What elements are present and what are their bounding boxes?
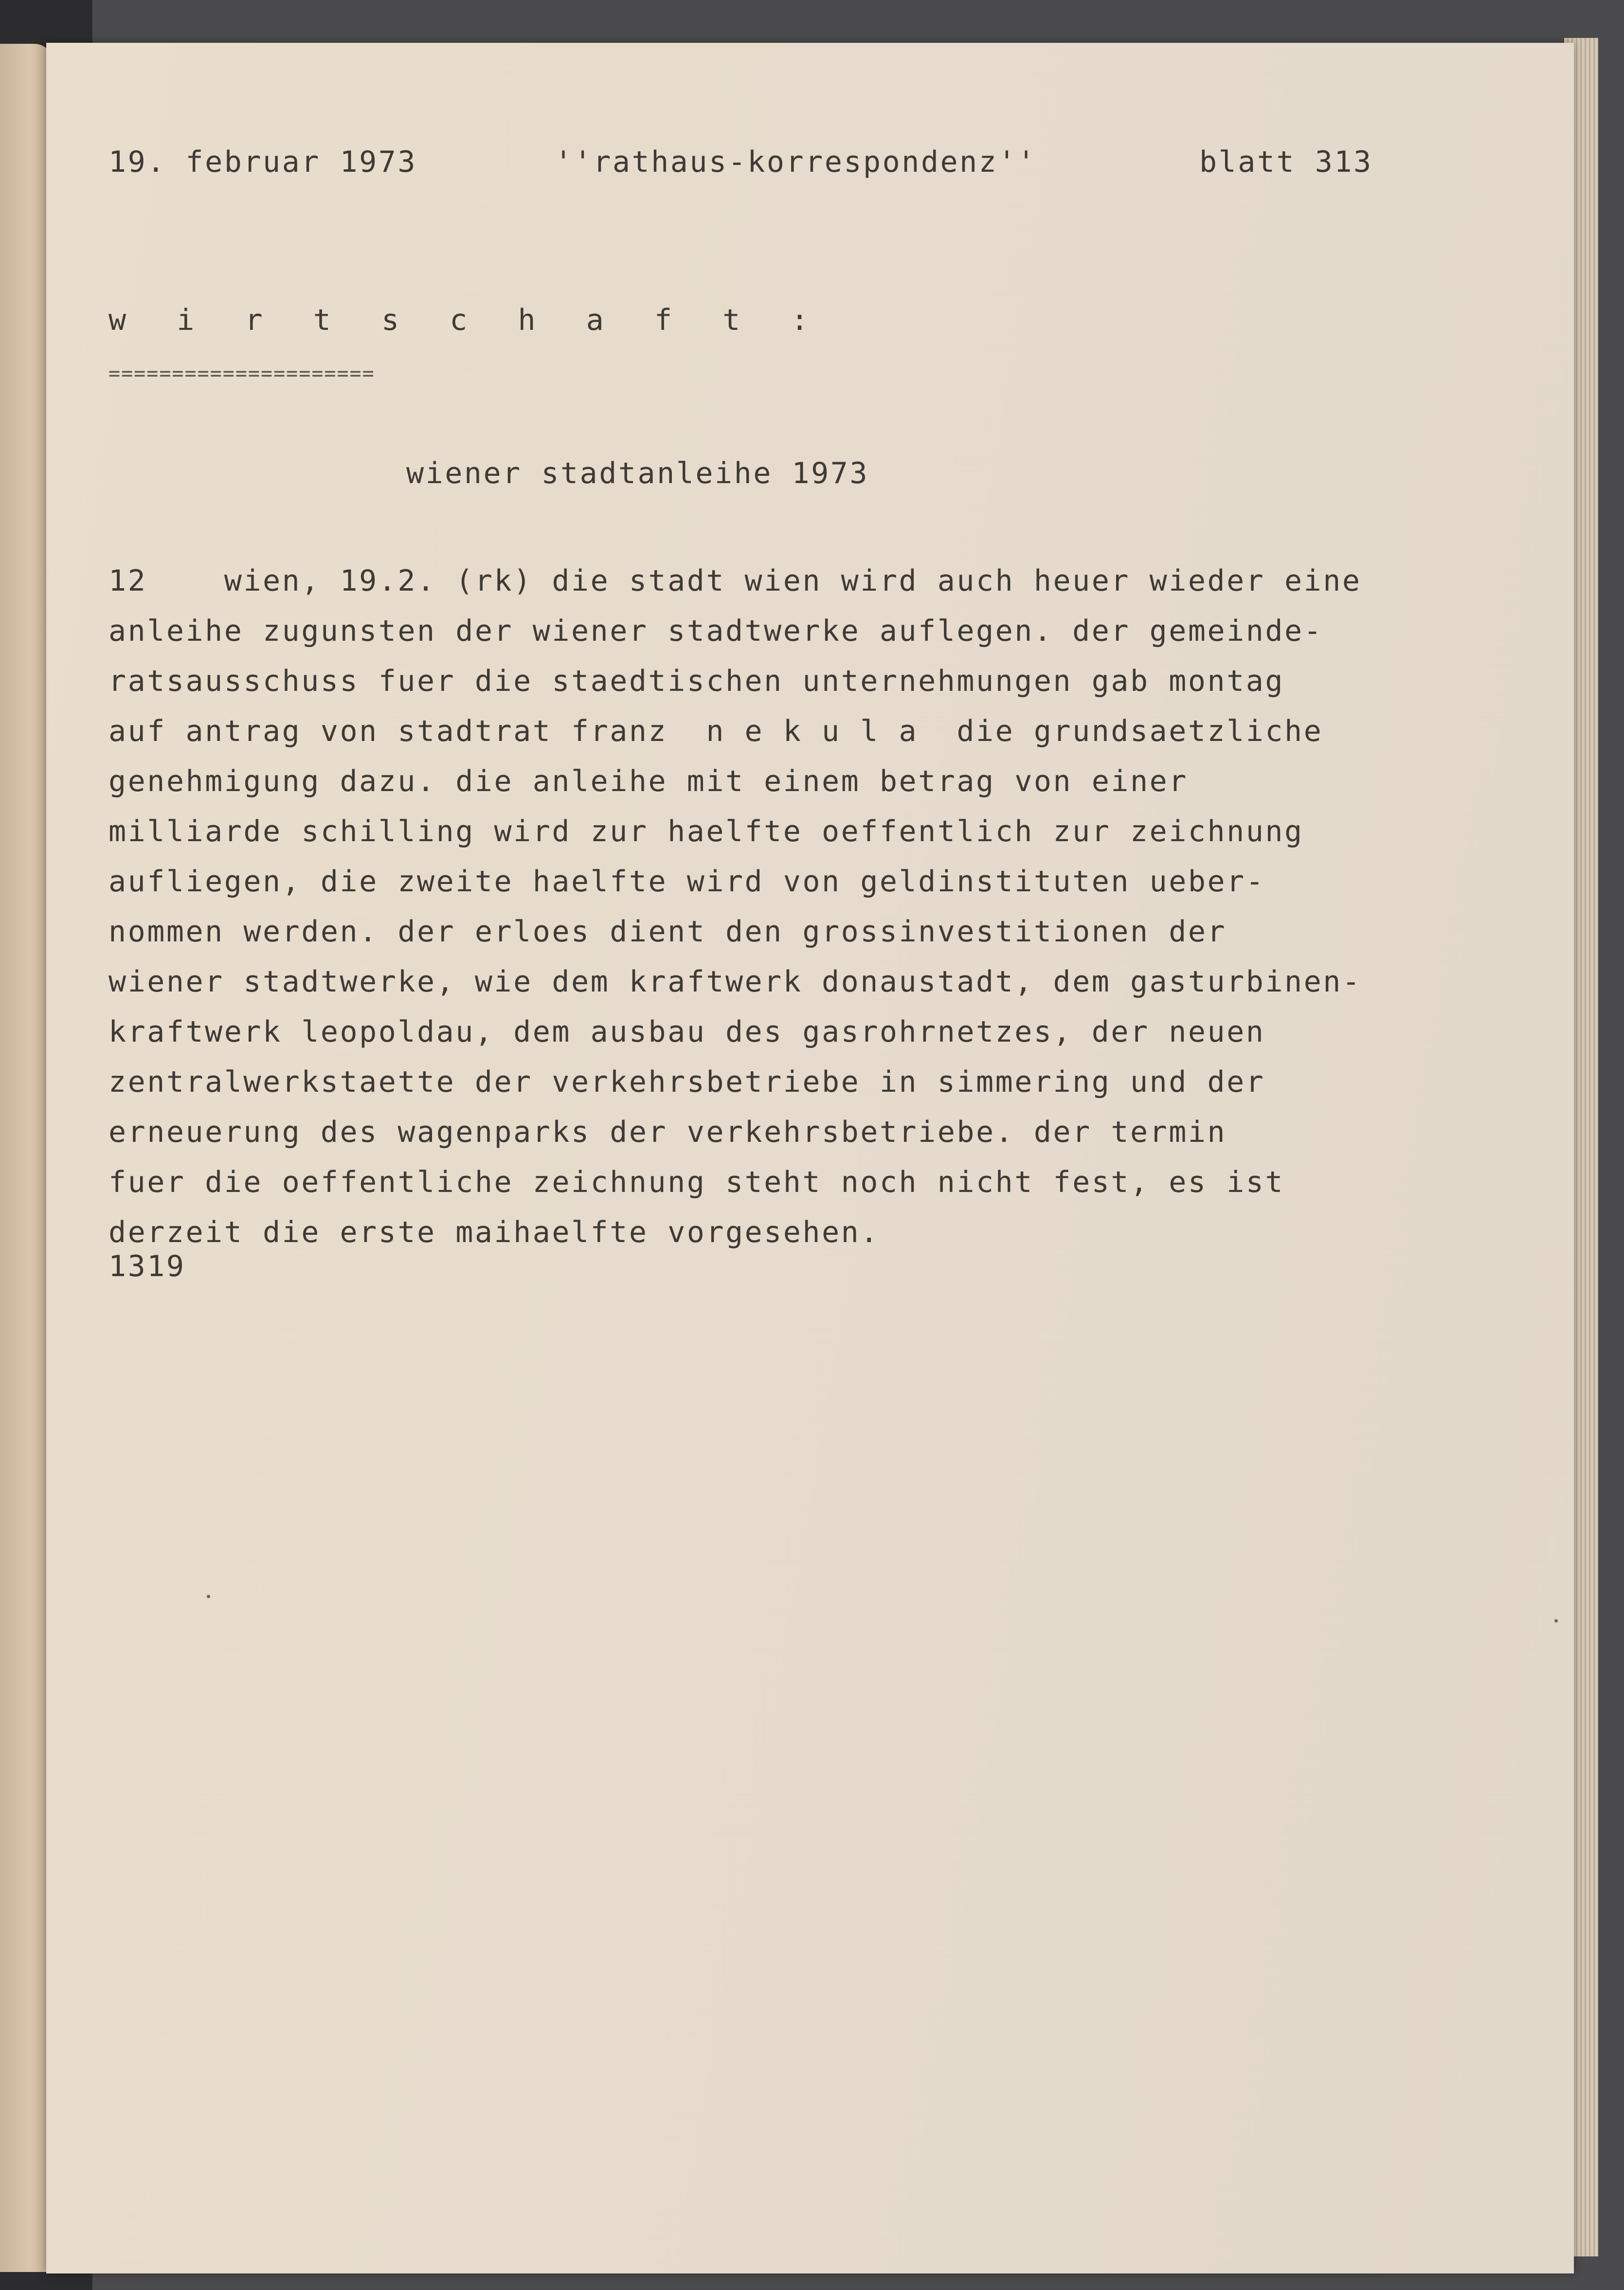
body-line: nommen werden. der erloes dient den grossinvestitionen der [108,915,1227,949]
body-line: kraftwerk leopoldau, dem ausbau des gasrohrnetzes, der neuen [108,1015,1265,1049]
header-page-number: blatt 313 [1199,145,1373,179]
typewritten-page [46,43,1574,2273]
body-line: milliarde schilling wird zur haelfte oeffentlich zur zeichnung [108,814,1304,848]
body-line: wiener stadtwerke, wie dem kraftwerk donaustadt, dem gasturbinen- [108,965,1362,999]
footer-code: 1319 [108,1249,186,1283]
body-line: zentralwerkstaette der verkehrsbetriebe in simmering und der [108,1065,1265,1099]
body-line: aufliegen, die zweite haelfte wird von geldinstituten ueber- [108,865,1265,899]
paper-speck [207,1595,210,1598]
body-line: genehmigung dazu. die anleihe mit einem betrag von einer [108,764,1188,798]
facing-page-edge [0,44,54,2272]
body-line: derzeit die erste maihaelfte vorgesehen. [108,1215,880,1249]
body-line: fuer die oeffentliche zeichnung steht noch nicht fest, es ist [108,1165,1285,1199]
body-line: ratsausschuss fuer die staedtischen unternehmungen gab montag [108,664,1285,698]
section-underline: ===================== [108,362,375,385]
article-title: wiener stadtanleihe 1973 [406,456,869,490]
header-date: 19. februar 1973 [108,145,417,179]
paper-speck [1554,1619,1558,1623]
article-body [108,556,1519,1258]
body-line: erneuerung des wagenparks der verkehrsbetriebe. der termin [108,1115,1227,1149]
body-line: auf antrag von stadtrat franz n e k u l a die grundsaetzliche [108,714,1323,748]
header-publication: ''rathaus-korrespondenz'' [555,145,1037,179]
body-line: anleihe zugunsten der wiener stadtwerke auflegen. der gemeinde- [108,614,1323,648]
body-line: 12 wien, 19.2. (rk) die stadt wien wird auch heuer wieder eine [108,564,1362,598]
page-content [46,43,1574,2273]
section-heading: w i r t s c h a f t : [108,303,825,337]
